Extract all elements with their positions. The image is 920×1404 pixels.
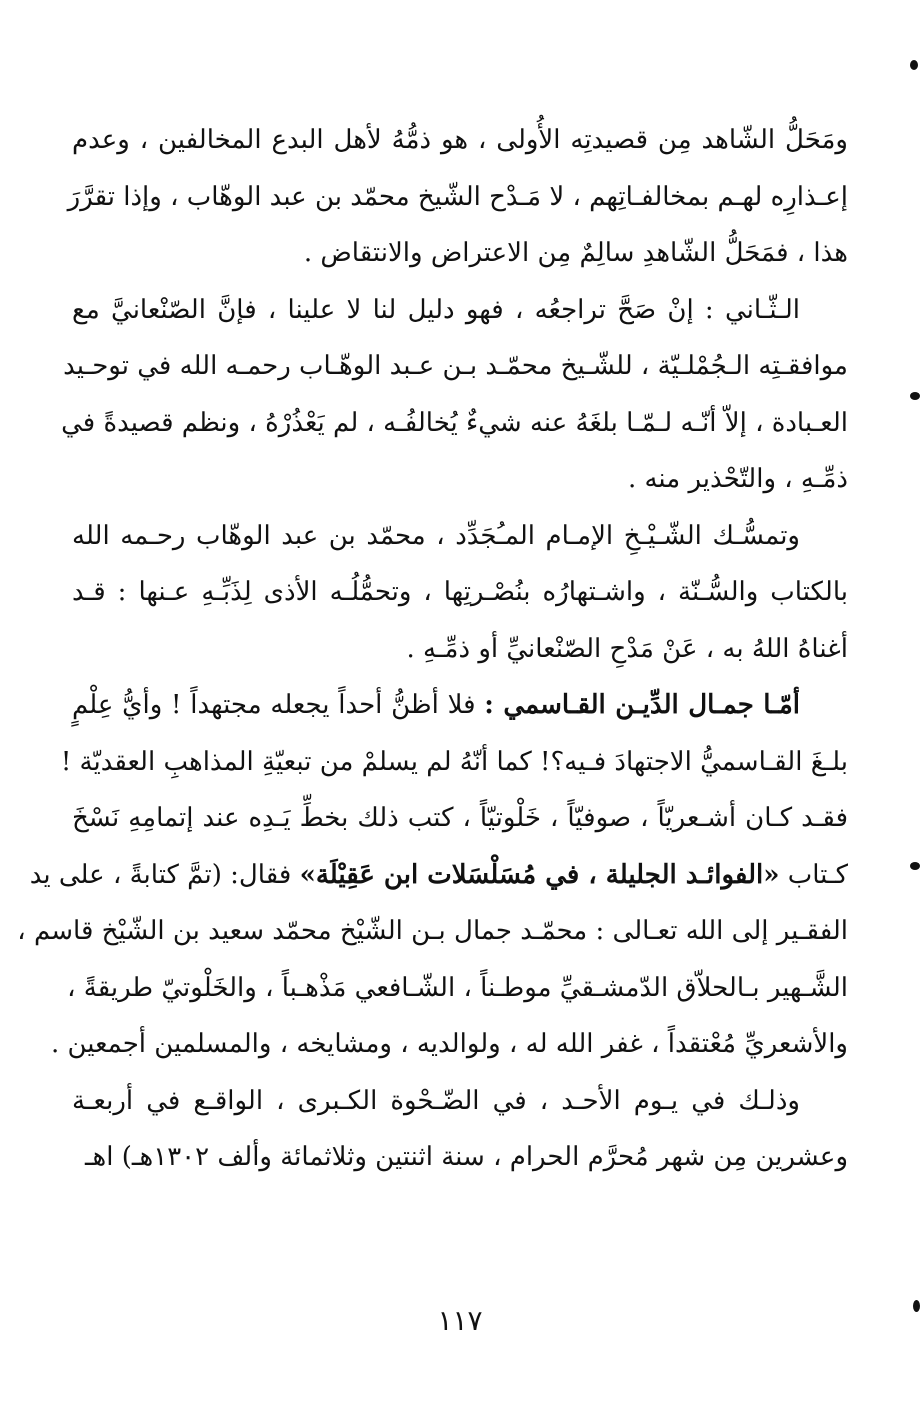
body-text: [17, 112, 848, 1186]
text-line: [72, 677, 848, 734]
text-line: الشَّـهير بـالحلاّق الدّمشـقيِّ موطـناً ، الشّـافعي مَذْهـباً ، والخَلْوتيّ طريقةً ،: [67, 972, 848, 1003]
text-line: إعـذارِه لهـم بمخالفـاتِهم ، لا مَـدْح الشّيخ محمّد بن عبد الوهّاب ، وإذا تقرَّرَ: [67, 181, 848, 212]
text-line: ومَحَلُّ الشّاهد مِن قصيدتِه الأُولى ، هو ذمُّهُ لأهل البدع المخالفين ، وعدم: [72, 125, 848, 155]
text-line: بالكتاب والسُّـنّة ، واشـتهارُه بنُصْـرتِها ، وتحمُّلُـه الأذى لِذَبِّـهِ عـنها : قـد: [72, 577, 848, 607]
book-title: «الفوائـد الجليلة ، في مُسَلْسَلات ابن عَقِيْلَة»: [299, 859, 780, 890]
scan-mark: [910, 392, 920, 400]
text-line: وذلـك في يـوم الأحـد ، في الضّـحْوة الكـبرى ، الواقـع في أربعـة: [72, 1085, 800, 1116]
text-line: وعشرين مِن شهر مُحرَّم الحرام ، سنة اثنتين وثلاثمائة وألف ١٣٠٢هـ) اهـ: [84, 1142, 848, 1172]
text-line: بلـغَ القـاسميُّ الاجتهادَ فـيه؟! كما أنّهُ لم يسلمْ من تبعيّةِ المذاهبِ العقديّة !: [60, 746, 848, 777]
text-line: ذمِّـهِ ، والتّحْذير منه .: [627, 464, 848, 494]
text-line: هذا ، فمَحَلُّ الشّاهدِ سالِمٌ مِن الاعتراض والانتقاض .: [303, 238, 848, 268]
scan-mark: [910, 60, 918, 70]
scan-mark: [910, 862, 920, 870]
text-line: فقـد كـان أشـعريّاً ، صوفيّاً ، خَلْوتيّاً ، كتب ذلك بخطِّ يَـدِه عند إتمامِهِ نَسْخَ: [72, 803, 848, 833]
text-line: [29, 847, 848, 904]
text-line: وتمسُّـك الشّـيْـخِ الإمـام المـُجَدِّد ، محمّد بن عبد الوهّاب رحـمه الله: [72, 520, 800, 551]
text-line: الفقـير إلى الله تعـالى : محمّـد جمال بـن الشّيْخ محمّد سعيد بن الشّيْخ قاسم ،: [17, 916, 848, 946]
text-line: أغناهُ اللهُ به ، عَنْ مَدْحِ الصّنْعانيِّ أو ذمِّـهِ .: [406, 633, 848, 664]
text-line: والأشعريِّ مُعْتقداً ، غفر الله له ، ولوالديه ، ومشايخه ، والمسلمين أجمعين .: [50, 1029, 848, 1059]
lead-rest: فلا أظنُّ أحداً يجعله مجتهداً ! وأيُّ عِلْمٍ: [72, 690, 476, 720]
text-line: العـبادة ، إلاّ أنّـه لـمّـا بلغَهُ عنه شيءٌ يُخالفُـه ، لم يَعْذُرْهُ ، ونظم قصيدةً في: [61, 407, 848, 438]
scan-mark: [913, 1300, 920, 1312]
title-before: كـتاب: [779, 859, 848, 890]
text-line: موافقـتِه الـجُمْلـيّة ، للشّـيخ محمّـد بـن عـبد الوهّـاب رحمـه الله في توحـيد: [63, 351, 848, 381]
bold-lead: أمّـا جمـال الدِّيـن القـاسمي :: [484, 690, 800, 720]
text-line: الـثّـاني : إنْ صَحَّ تراجعُه ، فهو دليل لنا لا علينا ، فإنَّ الصّنْعانيَّ مع: [72, 294, 800, 325]
title-after: فقال: (تمَّ كتابةً ، على يد: [29, 859, 292, 890]
page-number: ١١٧: [437, 1304, 483, 1337]
